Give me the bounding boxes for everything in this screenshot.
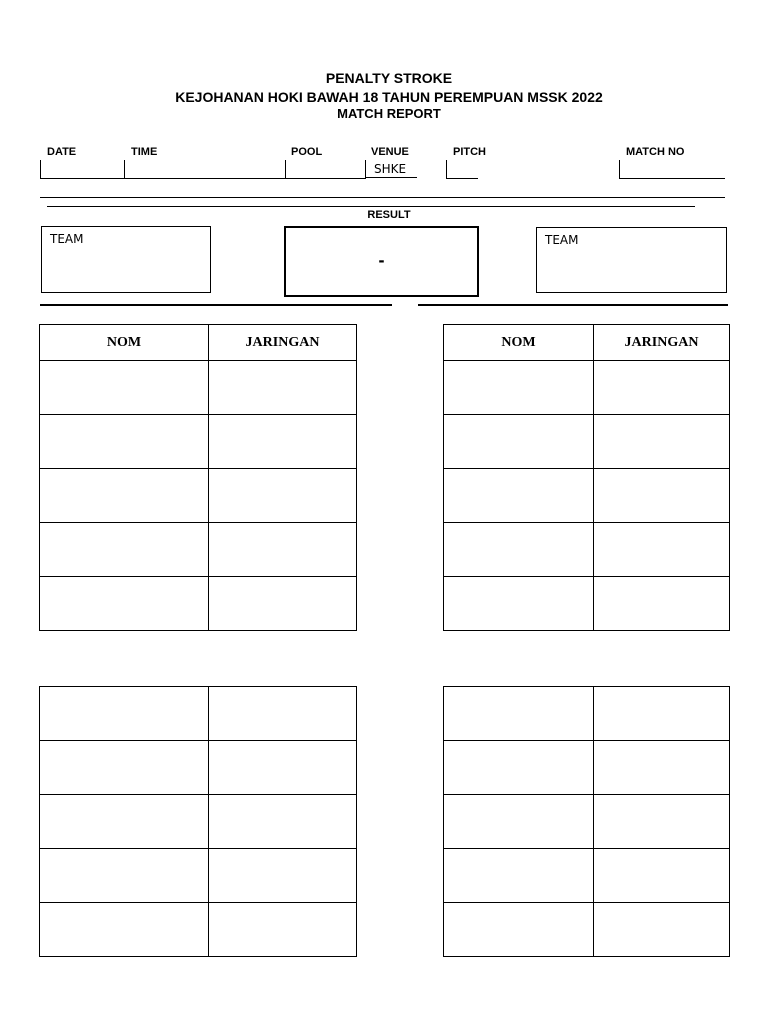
table-row — [444, 849, 730, 903]
table-row — [40, 523, 357, 577]
name-cell[interactable] — [40, 849, 209, 903]
name-cell[interactable] — [40, 577, 209, 631]
divider-line — [40, 197, 725, 198]
match-no-label: MATCH NO — [626, 146, 685, 158]
goal-cell[interactable] — [594, 469, 730, 523]
goal-cell[interactable] — [594, 415, 730, 469]
col-name-header: NOM — [40, 325, 209, 361]
name-cell[interactable] — [444, 741, 594, 795]
time-label: TIME — [131, 146, 158, 158]
name-cell[interactable] — [444, 577, 594, 631]
goal-cell[interactable] — [594, 687, 730, 741]
divider-line — [40, 304, 392, 306]
name-cell[interactable] — [444, 523, 594, 577]
table-row — [444, 577, 730, 631]
col-goal-header: JARINGAN — [594, 325, 730, 361]
name-cell[interactable] — [444, 795, 594, 849]
col-name-header: NOM — [444, 325, 594, 361]
divider-line — [47, 206, 695, 207]
goal-cell[interactable] — [209, 687, 357, 741]
date-label: DATE — [47, 146, 77, 158]
pitch-label: PITCH — [453, 146, 486, 158]
table-row — [444, 687, 730, 741]
goal-cell[interactable] — [209, 741, 357, 795]
name-cell[interactable] — [40, 687, 209, 741]
table-row — [40, 361, 357, 415]
goal-cell[interactable] — [209, 577, 357, 631]
table-row — [40, 741, 357, 795]
table-row — [444, 795, 730, 849]
goal-cell[interactable] — [209, 795, 357, 849]
report-title: MATCH REPORT — [337, 106, 441, 121]
table-row — [444, 415, 730, 469]
goal-cell[interactable] — [209, 849, 357, 903]
venue-value: SHKE — [374, 162, 407, 176]
goal-cell[interactable] — [594, 577, 730, 631]
team-left-box[interactable] — [41, 226, 211, 293]
name-cell[interactable] — [444, 469, 594, 523]
table-row — [444, 903, 730, 957]
table-row — [444, 523, 730, 577]
name-cell[interactable] — [40, 415, 209, 469]
table-row — [40, 849, 357, 903]
table-row — [40, 577, 357, 631]
name-cell[interactable] — [40, 523, 209, 577]
name-cell[interactable] — [40, 795, 209, 849]
name-cell[interactable] — [40, 469, 209, 523]
pool-label: POOL — [291, 146, 323, 158]
venue-label: VENUE — [371, 146, 409, 158]
goal-cell[interactable] — [594, 795, 730, 849]
score-box[interactable] — [284, 226, 479, 297]
goal-cell[interactable] — [209, 361, 357, 415]
team-left-label: TEAM — [50, 232, 84, 246]
goal-cell[interactable] — [209, 469, 357, 523]
name-cell[interactable] — [444, 361, 594, 415]
team-right-box[interactable] — [536, 227, 727, 293]
table-row — [444, 361, 730, 415]
table-row — [40, 795, 357, 849]
team-right-scorer-table — [443, 324, 730, 631]
table-row — [444, 741, 730, 795]
table-row — [444, 469, 730, 523]
table-row — [40, 469, 357, 523]
score-separator: - — [378, 250, 385, 270]
goal-cell[interactable] — [594, 849, 730, 903]
col-goal-header: JARINGAN — [209, 325, 357, 361]
goal-cell[interactable] — [209, 523, 357, 577]
page-title: PENALTY STROKE — [325, 70, 453, 86]
divider-line — [418, 304, 728, 306]
team-right-extra-table — [443, 686, 730, 957]
goal-cell[interactable] — [594, 361, 730, 415]
goal-cell[interactable] — [209, 415, 357, 469]
name-cell[interactable] — [40, 361, 209, 415]
table-row — [40, 415, 357, 469]
name-cell[interactable] — [444, 903, 594, 957]
goal-cell[interactable] — [594, 903, 730, 957]
result-label: RESULT — [367, 209, 411, 221]
team-left-scorer-table — [39, 324, 357, 631]
name-cell[interactable] — [40, 741, 209, 795]
name-cell[interactable] — [40, 903, 209, 957]
team-left-extra-table — [39, 686, 357, 957]
name-cell[interactable] — [444, 687, 594, 741]
table-row — [40, 687, 357, 741]
table-row — [40, 903, 357, 957]
goal-cell[interactable] — [594, 741, 730, 795]
goal-cell[interactable] — [209, 903, 357, 957]
team-right-label: TEAM — [545, 233, 579, 247]
page-subtitle: KEJOHANAN HOKI BAWAH 18 TAHUN PEREMPUAN MSSK 2022 — [175, 89, 603, 105]
name-cell[interactable] — [444, 849, 594, 903]
goal-cell[interactable] — [594, 523, 730, 577]
name-cell[interactable] — [444, 415, 594, 469]
